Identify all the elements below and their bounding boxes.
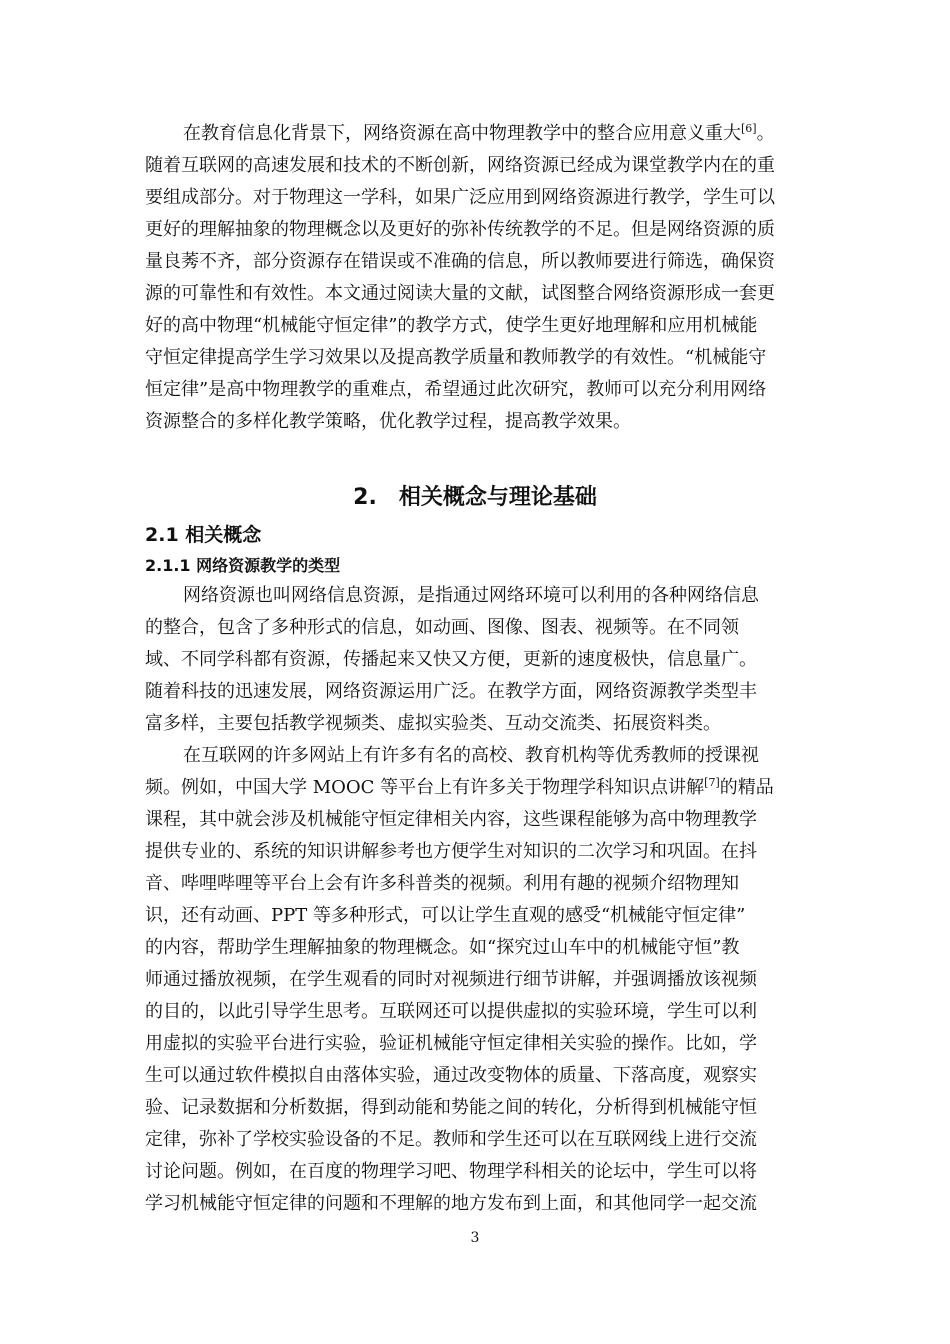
text-span: 频。例如，中国大学 MOOC 等平台上有许多关于物理学科知识点讲解	[145, 777, 705, 798]
paragraph-line: 师通过播放视频，在学生观看的同时对视频进行细节讲解，并强调播放该视频	[145, 969, 757, 990]
paragraph-line: 随着互联网的高速发展和技术的不断创新，网络资源已经成为课堂教学内在的重	[145, 155, 775, 176]
paragraph-line: 定律，弥补了学校实验设备的不足。教师和学生还可以在互联网线上进行交流	[145, 1129, 757, 1150]
paragraph-line: 随着科技的迅速发展，网络资源运用广泛。在教学方面，网络资源教学类型丰	[145, 681, 757, 702]
paragraph-line: 识，还有动画、PPT 等多种形式，可以让学生直观的感受“机械能守恒定律”	[145, 905, 746, 926]
page-number: 3	[470, 1230, 480, 1246]
paragraph-line: 富多样，主要包括教学视频类、虚拟实验类、互动交流类、拓展资料类。	[145, 713, 721, 734]
paragraph-intro	[145, 118, 805, 438]
paragraph-line: 守恒定律提高学生学习效果以及提高教学质量和教师教学的有效性。“机械能守	[145, 347, 767, 368]
paragraph-line: 要组成部分。对于物理这一学科，如果广泛应用到网络资源进行教学，学生可以	[145, 187, 775, 208]
paragraph-body	[145, 580, 805, 1220]
paragraph-line: 资源整合的多样化教学策略，优化教学过程，提高教学效果。	[145, 411, 631, 432]
paragraph-line: 域、不同学科都有资源，传播起来又快又方便，更新的速度极快，信息量广。	[145, 649, 757, 670]
paragraph-line: 提供专业的、系统的知识讲解参考也方便学生对知识的二次学习和巩固。在抖	[145, 841, 757, 862]
paragraph-line: 在互联网的许多网站上有许多有名的高校、教育机构等优秀教师的授课视	[183, 745, 759, 766]
chapter-number: 2.	[353, 485, 377, 510]
paragraph-line: 用虚拟的实验平台进行实验，验证机械能守恒定律相关实验的操作。比如，学	[145, 1033, 757, 1054]
section-heading: 2.1 相关概念	[145, 524, 262, 546]
text-span: 。	[756, 123, 775, 144]
paragraph-line	[145, 772, 805, 804]
paragraph-line: 音、哔哩哔哩等平台上会有许多科普类的视频。利用有趣的视频介绍物理知	[145, 873, 739, 894]
text-span: 的精品	[719, 777, 774, 798]
paragraph-line: 生可以通过软件模拟自由落体实验，通过改变物体的质量、下落高度，观察实	[145, 1065, 757, 1086]
paragraph-line: 的内容，帮助学生理解抽象的物理概念。如“探究过山车中的机械能守恒”教	[145, 937, 740, 958]
paragraph-line: 网络资源也叫网络信息资源，是指通过网络环境可以利用的各种网络信息	[183, 585, 759, 606]
paragraph-line: 更好的理解抽象的物理概念以及更好的弥补传统教学的不足。但是网络资源的质	[145, 219, 775, 240]
paragraph-line: 好的高中物理“机械能守恒定律”的教学方式，使学生更好地理解和应用机械能	[145, 315, 758, 336]
paragraph-line	[145, 118, 805, 150]
text-span: 在教育信息化背景下，网络资源在高中物理教学中的整合应用意义重大	[183, 123, 741, 144]
paragraph-line: 量良莠不齐，部分资源存在错误或不准确的信息，所以教师要进行筛选，确保资	[145, 251, 775, 272]
paragraph-line: 恒定律”是高中物理教学的重难点，希望通过此次研究，教师可以充分利用网络	[145, 379, 767, 400]
paragraph-line: 源的可靠性和有效性。本文通过阅读大量的文献，试图整合网络资源形成一套更	[145, 283, 775, 304]
paragraph-line: 讨论问题。例如，在百度的物理学习吧、物理学科相关的论坛中，学生可以将	[145, 1161, 757, 1182]
chapter-title: 相关概念与理论基础	[398, 485, 597, 510]
paragraph-line: 验、记录数据和分析数据，得到动能和势能之间的转化，分析得到机械能守恒	[145, 1097, 757, 1118]
paragraph-line: 的整合，包含了多种形式的信息，如动画、图像、图表、视频等。在不同领	[145, 617, 739, 638]
paragraph-line: 的目的，以此引导学生思考。互联网还可以提供虚拟的实验环境，学生可以利	[145, 1001, 757, 1022]
paragraph-line: 课程，其中就会涉及机械能守恒定律相关内容，这些课程能够为高中物理教学	[145, 809, 757, 830]
citation: [6]	[741, 122, 757, 135]
subsection-heading: 2.1.1 网络资源教学的类型	[145, 556, 341, 575]
citation: [7]	[704, 776, 720, 789]
chapter-heading	[0, 480, 950, 511]
paragraph-line: 学习机械能守恒定律的问题和不理解的地方发布到上面，和其他同学一起交流	[145, 1193, 757, 1214]
